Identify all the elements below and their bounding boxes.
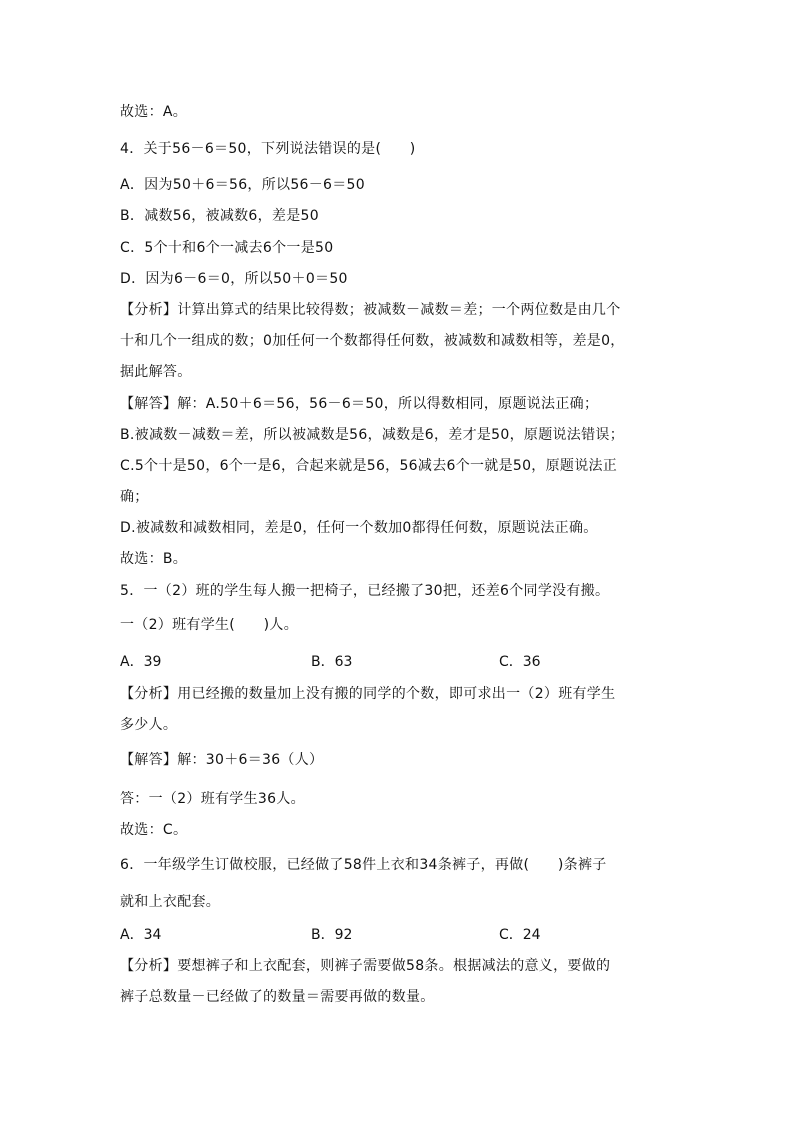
analysis-text: 【分析】要想裤子和上衣配套，则裤子需要做58条。根据减法的意义，要做的: [120, 958, 611, 974]
text-line: 故选：A。: [120, 104, 188, 120]
analysis-text: 据此解答。: [120, 364, 192, 380]
solution-text: C.5个十是50，6个一是6，合起来就是56，56减去6个一就是50，原题说法正: [120, 458, 618, 474]
question-4-option-d: D．因为6－6＝0，所以50＋0＝50: [120, 271, 348, 287]
question-6-option-a: A．34: [120, 927, 162, 943]
answer-text: 答：一（2）班有学生36人。: [120, 791, 305, 807]
answer-choice: 故选：B。: [120, 551, 188, 567]
answer-choice: 故选：C。: [120, 822, 188, 838]
analysis-text: 【分析】计算出算式的结果比较得数；被减数－减数＝差；一个两位数是由几个: [120, 302, 621, 318]
question-6-stem: 6．一年级学生订做校服，已经做了58件上衣和34条裤子，再做( )条裤子: [120, 857, 607, 873]
analysis-text: 【分析】用已经搬的数量加上没有搬的同学的个数，即可求出一（2）班有学生: [120, 686, 616, 702]
question-5-stem: 一（2）班有学生( )人。: [120, 617, 299, 633]
question-4-option-b: B．减数56，被减数6，差是50: [120, 208, 319, 224]
analysis-text: 裤子总数量－已经做了的数量＝需要再做的数量。: [120, 989, 435, 1005]
solution-text: 确；: [120, 489, 149, 505]
solution-text: D.被减数和减数相同，差是0，任何一个数加0都得任何数，原题说法正确。: [120, 520, 598, 536]
solution-text: 【解答】解：30＋6＝36（人）: [120, 752, 324, 768]
solution-text: 【解答】解：A.50＋6＝56，56－6＝50，所以得数相同，原题说法正确；: [120, 396, 599, 412]
question-4-option-c: C．5个十和6个一减去6个一是50: [120, 240, 334, 256]
question-5-option-c: C．36: [499, 654, 541, 670]
question-5-option-b: B．63: [311, 654, 353, 670]
question-6-option-b: B．92: [311, 927, 353, 943]
analysis-text: 十和几个一组成的数；0加任何一个数都得任何数，被减数和减数相等，差是0，: [120, 333, 625, 349]
question-6-stem: 就和上衣配套。: [120, 894, 221, 910]
question-4-option-a: A．因为50＋6＝56，所以56－6＝50: [120, 177, 365, 193]
question-4-stem: 4．关于56－6＝50，下列说法错误的是( ): [120, 141, 416, 157]
question-5-option-a: A．39: [120, 654, 162, 670]
solution-text: B.被减数－减数＝差，所以被减数是56，减数是6，差才是50，原题说法错误；: [120, 427, 624, 443]
analysis-text: 多少人。: [120, 717, 178, 733]
question-6-option-c: C．24: [499, 927, 541, 943]
question-5-stem: 5．一（2）班的学生每人搬一把椅子，已经搬了30把，还差6个同学没有搬。: [120, 583, 610, 599]
